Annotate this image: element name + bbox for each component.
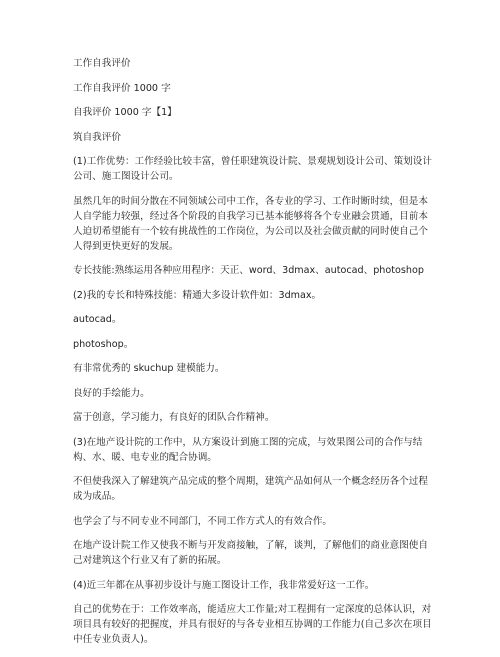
- section-subheading: 筑自我评价: [73, 131, 121, 143]
- paragraph-hand-drawing: 良好的手绘能力。: [73, 387, 150, 399]
- paragraph-strengths: 自己的优势在于：工作效率高，能适应大工作量;对工程拥有一定深度的总体认识，对项目具有较好的把握度，并具有很好的与各专业相互协调的工作能力(自己多次在项目中任专业负责人)。: [73, 604, 432, 645]
- paragraph-autocad: autocad。: [73, 314, 122, 325]
- paragraph-software-skills: 专长技能:熟练运用各种应用程序：天正、word、3dmax、autocad、photoshop: [73, 265, 424, 276]
- section-heading: 自我评价 1000 字【1】: [73, 107, 177, 118]
- document-body: [73, 56, 435, 657]
- paragraph-work-advantage: (1)工作优势：工作经验比较丰富，曾任职建筑设计院、景观规划设计公司、策划设计公司、施工图设计公司。: [73, 156, 432, 182]
- paragraph-design-institute: (3)在地产设计院的工作中，从方案设计到施工图的完成，与效果图公司的合作与结构、水、暖、电专业的配合协调。: [73, 436, 423, 463]
- paragraph-developer-contact: 在地产设计院工作又使我不断与开发商接触，了解，谈判，了解他们的商业意图使自己对建筑这个行业又有了新的拓展。: [73, 540, 428, 566]
- paragraph-photoshop: photoshop。: [73, 338, 134, 350]
- document-subtitle: 工作自我评价 1000 字: [73, 82, 171, 94]
- paragraph-self-learning: 虽然几年的时间分散在不同领域公司中工作，各专业的学习、工作时断时续，但是本人自学能力较强，经过各个阶段的自我学习已基本能够将各个专业融会贯通，目前本人迫切希望能有一个较有挑战性的工作岗位，为公司以及社会做贡献的同时使自己个人得到更快更好的发展。: [73, 195, 428, 252]
- document-title: 工作自我评价: [73, 58, 131, 69]
- paragraph-recent-years: (4)近三年都在从事初步设计与施工图设计工作，我非常爱好这一工作。: [73, 579, 375, 591]
- paragraph-sketchup: 有非常优秀的 skuchup 建模能力。: [73, 363, 225, 374]
- paragraph-special-skills: (2)我的专长和特殊技能：精通大多设计软件如：3dmax。: [73, 289, 322, 301]
- paragraph-product-cycle: 不但使我深入了解建筑产品完成的整个周期，建筑产品如何从一个概念经历各个过程成为成品。: [73, 476, 428, 502]
- paragraph-cooperation: 也学会了与不同专业不同部门，不同工作方式人的有效合作。: [73, 515, 333, 527]
- paragraph-creativity: 富于创意，学习能力，有良好的团队合作精神。: [73, 412, 275, 423]
